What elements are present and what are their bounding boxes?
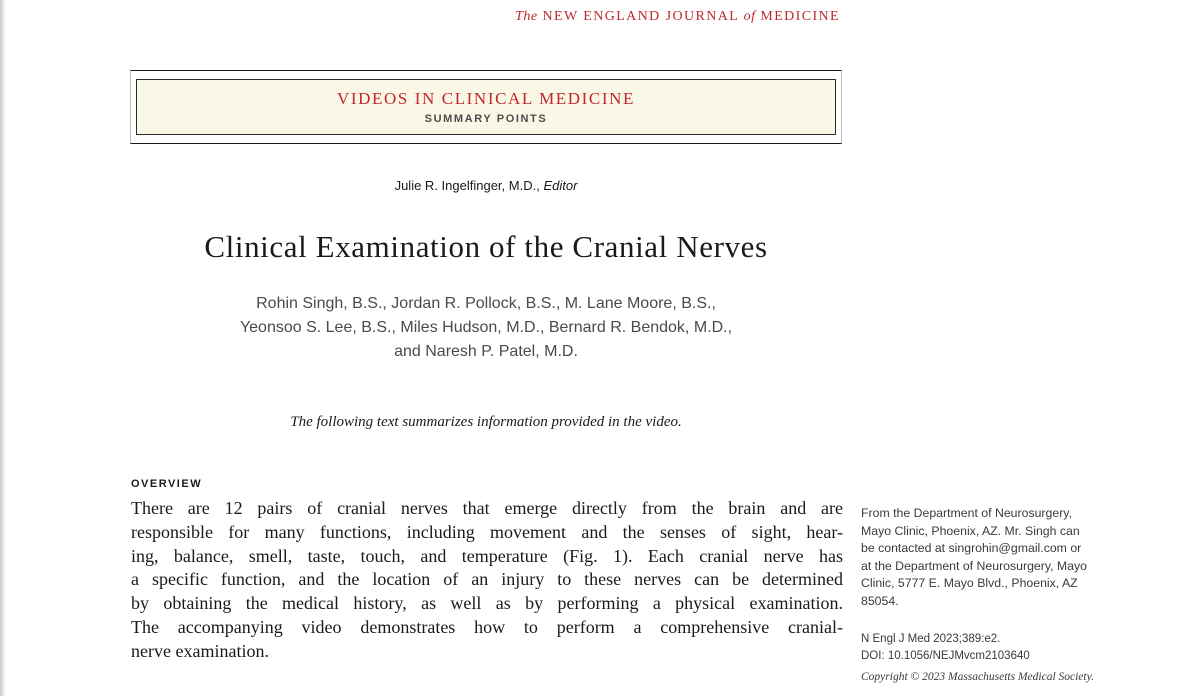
section-title: VIDEOS IN CLINICAL MEDICINE — [336, 89, 635, 108]
overview-heading: OVERVIEW — [131, 478, 203, 490]
author-line: and Naresh P. Patel, M.D. — [394, 343, 578, 360]
editor-role: Editor — [543, 178, 578, 193]
journal-name-part2: MEDICINE — [760, 9, 840, 24]
journal-name-part1: NEW ENGLAND JOURNAL — [542, 9, 739, 24]
journal-citation: N Engl J Med 2023;389:e2. — [861, 633, 1001, 645]
section-banner — [136, 79, 836, 135]
journal-connector: of — [743, 9, 756, 24]
overview-line: responsible for many functions, including movement and the senses of sight, hear- — [131, 521, 843, 542]
overview-line: by obtaining the medical history, as well as by performing a physical examination. — [131, 593, 843, 614]
editor-name: Julie R. Ingelfinger, M.D., — [394, 178, 540, 193]
editor-credit — [0, 178, 972, 193]
author-affiliation — [861, 505, 1143, 611]
overview-line: ing, balance, smell, taste, touch, and temperature (Fig. 1). Each cranial nerve has — [131, 545, 843, 566]
overview-line: The accompanying video demonstrates how to perform a comprehensive cranial- — [131, 616, 843, 637]
affiliation-line: 85054. — [861, 593, 899, 608]
author-list — [0, 292, 972, 364]
overview-line: There are 12 pairs of cranial nerves that emerge directly from the brain and are — [131, 498, 843, 518]
overview-line: a specific function, and the location of an injury to these nerves can be determined — [131, 569, 843, 590]
doi-text: DOI: 10.1056/NEJMvcm2103640 — [861, 650, 1030, 662]
affiliation-line: at the Department of Neurosurgery, Mayo — [861, 558, 1088, 573]
author-line: Yeonsoo S. Lee, B.S., Miles Hudson, M.D., Bernard R. Bendok, M.D., — [239, 319, 733, 336]
citation-block — [861, 631, 1030, 665]
affiliation-line: Clinic, 5777 E. Mayo Blvd., Phoenix, AZ — [861, 576, 1078, 591]
journal-header — [515, 9, 840, 25]
journal-prefix: The — [515, 9, 538, 24]
overview-line: nerve examination. — [131, 640, 269, 661]
summary-note: The following text summarizes information provided in the video. — [290, 414, 682, 430]
affiliation-line: From the Department of Neurosurgery, — [861, 506, 1072, 520]
article-title: Clinical Examination of the Cranial Nerves — [204, 229, 768, 264]
overview-paragraph — [131, 497, 843, 664]
author-line: Rohin Singh, B.S., Jordan R. Pollock, B.S., M. Lane Moore, B.S., — [256, 295, 716, 312]
copyright-notice: Copyright © 2023 Massachusetts Medical Society. — [861, 671, 1094, 683]
section-subtitle: SUMMARY POINTS — [424, 113, 548, 125]
affiliation-line: Mayo Clinic, Phoenix, AZ. Mr. Singh can — [861, 523, 1080, 538]
affiliation-line: be contacted at singrohin@gmail.com or — [861, 541, 1082, 556]
